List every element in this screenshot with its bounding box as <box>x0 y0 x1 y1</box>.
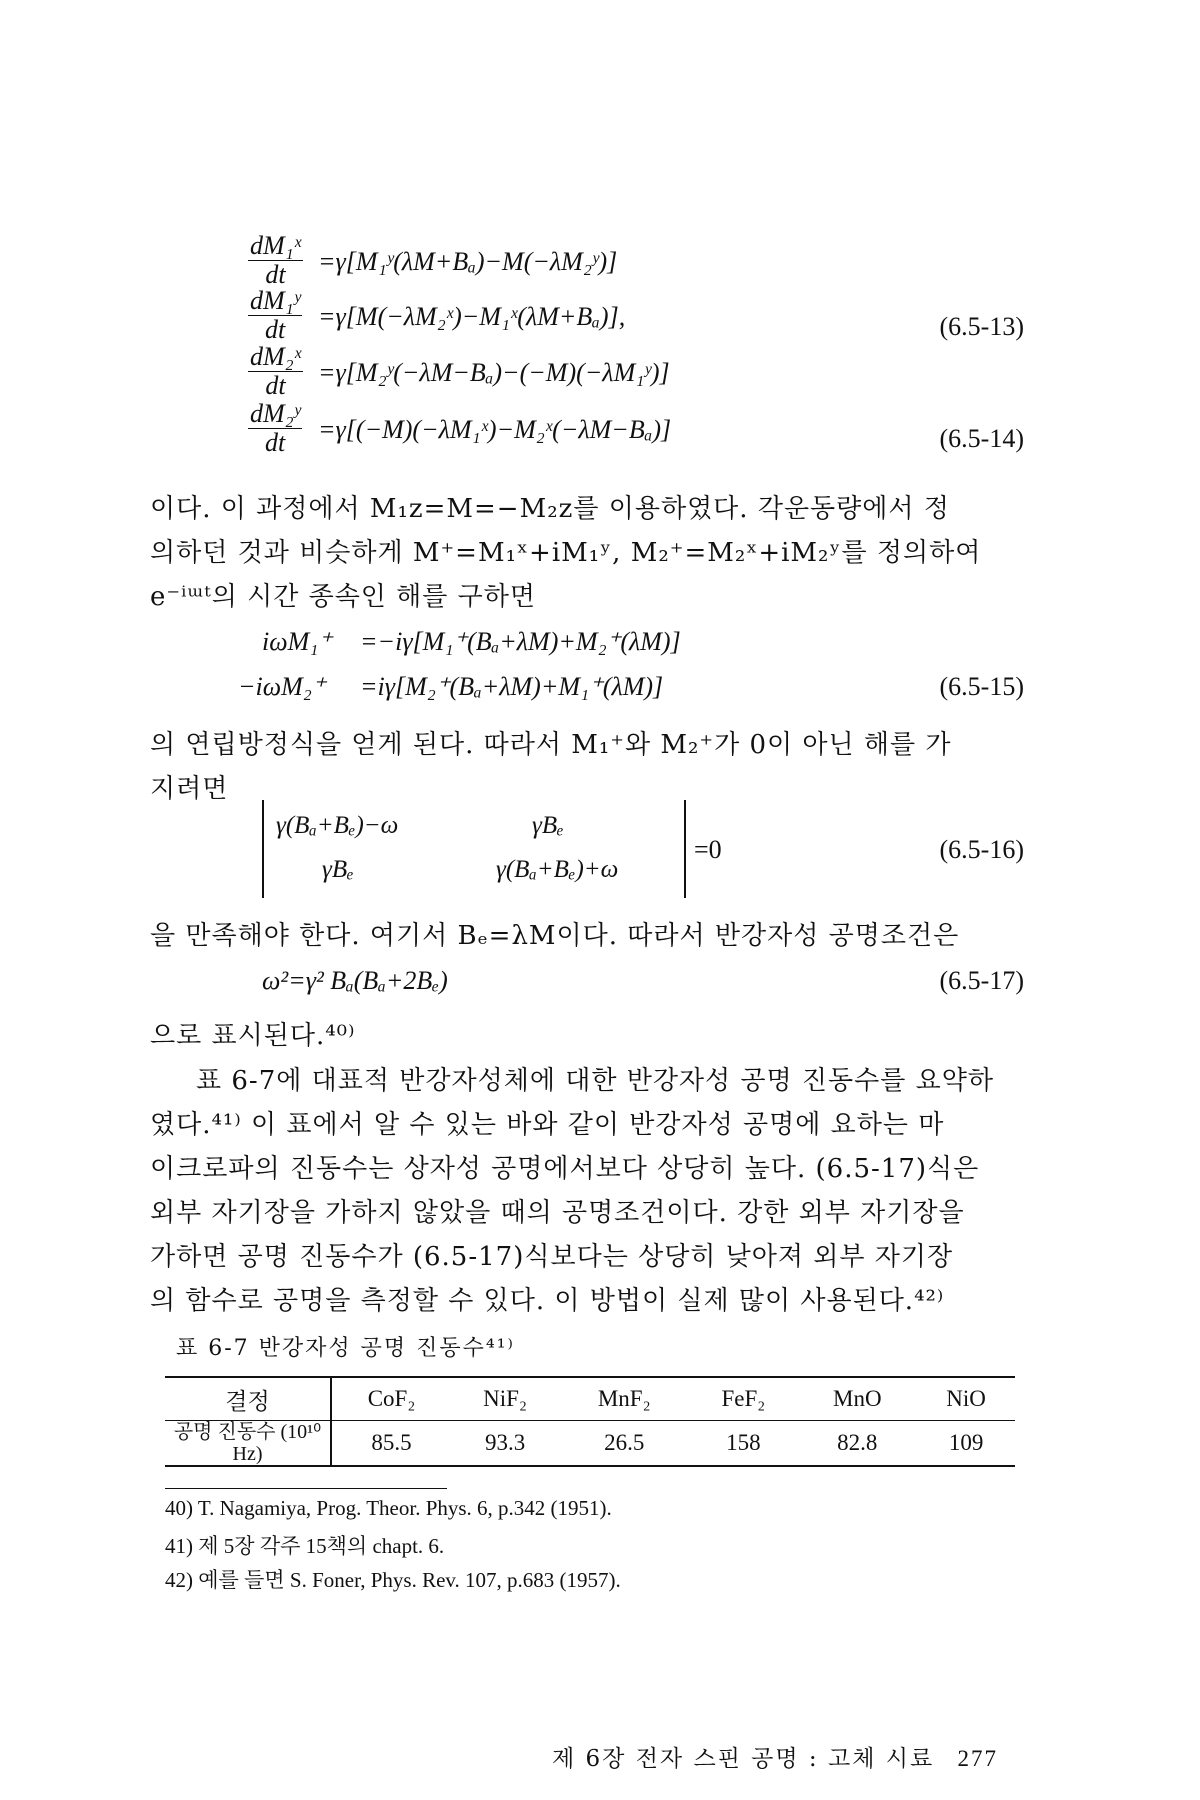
table-value-row <box>165 1421 1015 1467</box>
table-crystal-cell: MnO <box>833 1386 882 1411</box>
eq1-fraction <box>248 232 303 289</box>
eq4-denominator: dt <box>265 428 286 457</box>
table-caption: 표 6-7 반강자성 공명 진동수⁴¹⁾ <box>176 1336 515 1361</box>
eq2-fraction <box>248 287 302 344</box>
eq1-denominator: dt <box>265 260 286 289</box>
table-value-cell: 109 <box>917 1421 1015 1467</box>
paragraph-5-line-1: 표 6-7에 대표적 반강자성체에 대한 반강자성 공명 진동수를 요약하 <box>196 1066 995 1096</box>
paragraph-5-line-5: 가하면 공명 진동수가 (6.5-17)식보다는 상당히 낮아져 외부 자기장 <box>150 1242 954 1272</box>
footnote-40: 40) T. Nagamiya, Prog. Theor. Phys. 6, p.342 (1951). <box>165 1496 612 1520</box>
table-header-frequency: 공명 진동수 (10¹⁰ Hz) <box>165 1421 331 1467</box>
determinant-matrix <box>262 800 686 898</box>
paragraph-2-line-2: 지려면 <box>150 774 229 804</box>
paragraph-1-line-1: 이다. 이 과정에서 M₁z=M=−M₂z를 이용하였다. 각운동량에서 정 <box>150 494 950 524</box>
table-crystal-cell: CoF₂ <box>367 1386 416 1411</box>
eq1-numerator: dM₁ˣ <box>250 231 302 260</box>
table-value-cell: 85.5 <box>331 1421 451 1467</box>
det-equals-zero: =0 <box>694 835 722 864</box>
footnote-42: 42) 예를 들면 S. Foner, Phys. Rev. 107, p.683 (1957). <box>165 1568 621 1592</box>
det-a12: γBₑ <box>532 812 564 839</box>
eq-number-6-5-16: (6.5-16) <box>939 835 1024 864</box>
eq-number-6-5-14: (6.5-14) <box>939 424 1024 453</box>
eq1-rhs: =γ[M₁ʸ(λM+Bₐ)−M(−λM₂ʸ)] <box>318 247 618 276</box>
eq5b-lhs: −iωM₂⁺ <box>238 672 326 701</box>
table-crystal-cell: FeF₂ <box>721 1386 766 1411</box>
paragraph-4: 으로 표시된다.⁴⁰⁾ <box>150 1021 356 1051</box>
running-footer <box>552 1740 998 1773</box>
table-value-cell: 82.8 <box>797 1421 917 1467</box>
eq-number-6-5-13: (6.5-13) <box>939 312 1024 341</box>
paragraph-2-line-1: 의 연립방정식을 얻게 된다. 따라서 M₁⁺와 M₂⁺가 0이 아닌 해를 가 <box>150 730 952 760</box>
eq2-numerator: dM₁ʸ <box>250 286 301 315</box>
eq3-denominator: dt <box>265 371 286 400</box>
table-crystal-cell: NiF₂ <box>483 1386 527 1411</box>
table-value-cell: 93.3 <box>451 1421 559 1467</box>
table-value-cell: 158 <box>689 1421 797 1467</box>
det-a21: γBₑ <box>322 856 354 883</box>
footer-chapter-title: 제 6장 전자 스핀 공명 : 고체 시료 <box>552 1746 935 1772</box>
paragraph-5-line-6: 의 함수로 공명을 측정할 수 있다. 이 방법이 실제 많이 사용된다.⁴²⁾ <box>150 1286 945 1316</box>
det-a22: γ(Bₐ+Bₑ)+ω <box>496 856 619 883</box>
eq5b-rhs: =iγ[M₂⁺(Bₐ+λM)+M₁⁺(λM)] <box>360 672 664 701</box>
page-number: 277 <box>957 1746 998 1771</box>
eq4-numerator: dM₂ʸ <box>250 399 301 428</box>
eq3-fraction <box>248 343 303 400</box>
eq3-rhs: =γ[M₂ʸ(−λM−Bₐ)−(−M)(−λM₁ʸ)] <box>318 358 670 387</box>
eq-number-6-5-15: (6.5-15) <box>939 672 1024 701</box>
paragraph-5-line-3: 이크로파의 진동수는 상자성 공명에서보다 상당히 높다. (6.5-17)식은 <box>150 1154 980 1184</box>
eq7-formula: ω²=γ² Bₐ(Bₐ+2Bₑ) <box>262 966 448 995</box>
paragraph-1-line-2: 의하던 것과 비슷하게 M⁺=M₁ˣ+iM₁ʸ, M₂⁺=M₂ˣ+iM₂ʸ를 정의하여 <box>150 538 982 568</box>
resonance-frequency-table <box>165 1376 1015 1467</box>
table-header-crystal: 결정 <box>165 1377 331 1421</box>
table-header-row <box>165 1377 1015 1421</box>
eq-number-6-5-17: (6.5-17) <box>939 966 1024 995</box>
footnote-divider <box>165 1488 447 1489</box>
table-crystal-cell: MnF₂ <box>597 1386 651 1411</box>
footnote-41: 41) 제 5장 각주 15책의 chapt. 6. <box>165 1534 445 1558</box>
det-a11: γ(Bₐ+Bₑ)−ω <box>276 812 399 839</box>
eq2-rhs: =γ[M(−λM₂ˣ)−M₁ˣ(λM+Bₐ)], <box>318 302 626 331</box>
table-crystal-cell: NiO <box>946 1386 986 1411</box>
eq4-rhs: =γ[(−M)(−λM₁ˣ)−M₂ˣ(−λM−Bₐ)] <box>318 415 672 444</box>
table-value-cell: 26.5 <box>559 1421 689 1467</box>
paragraph-3: 을 만족해야 한다. 여기서 Bₑ=λM이다. 따라서 반강자성 공명조건은 <box>150 921 960 951</box>
eq5a-lhs: iωM₁⁺ <box>262 627 333 656</box>
eq3-numerator: dM₂ˣ <box>250 342 302 371</box>
eq5a-rhs: =−iγ[M₁⁺(Bₐ+λM)+M₂⁺(λM)] <box>360 627 681 656</box>
paragraph-1-line-3: e⁻ⁱᵚᵗ의 시간 종속인 해를 구하면 <box>150 582 537 612</box>
paragraph-5-line-2: 였다.⁴¹⁾ 이 표에서 알 수 있는 바와 같이 반강자성 공명에 요하는 마 <box>150 1110 945 1140</box>
paragraph-5-line-4: 외부 자기장을 가하지 않았을 때의 공명조건이다. 강한 외부 자기장을 <box>150 1198 965 1228</box>
eq2-denominator: dt <box>265 315 286 344</box>
eq4-fraction <box>248 400 302 457</box>
